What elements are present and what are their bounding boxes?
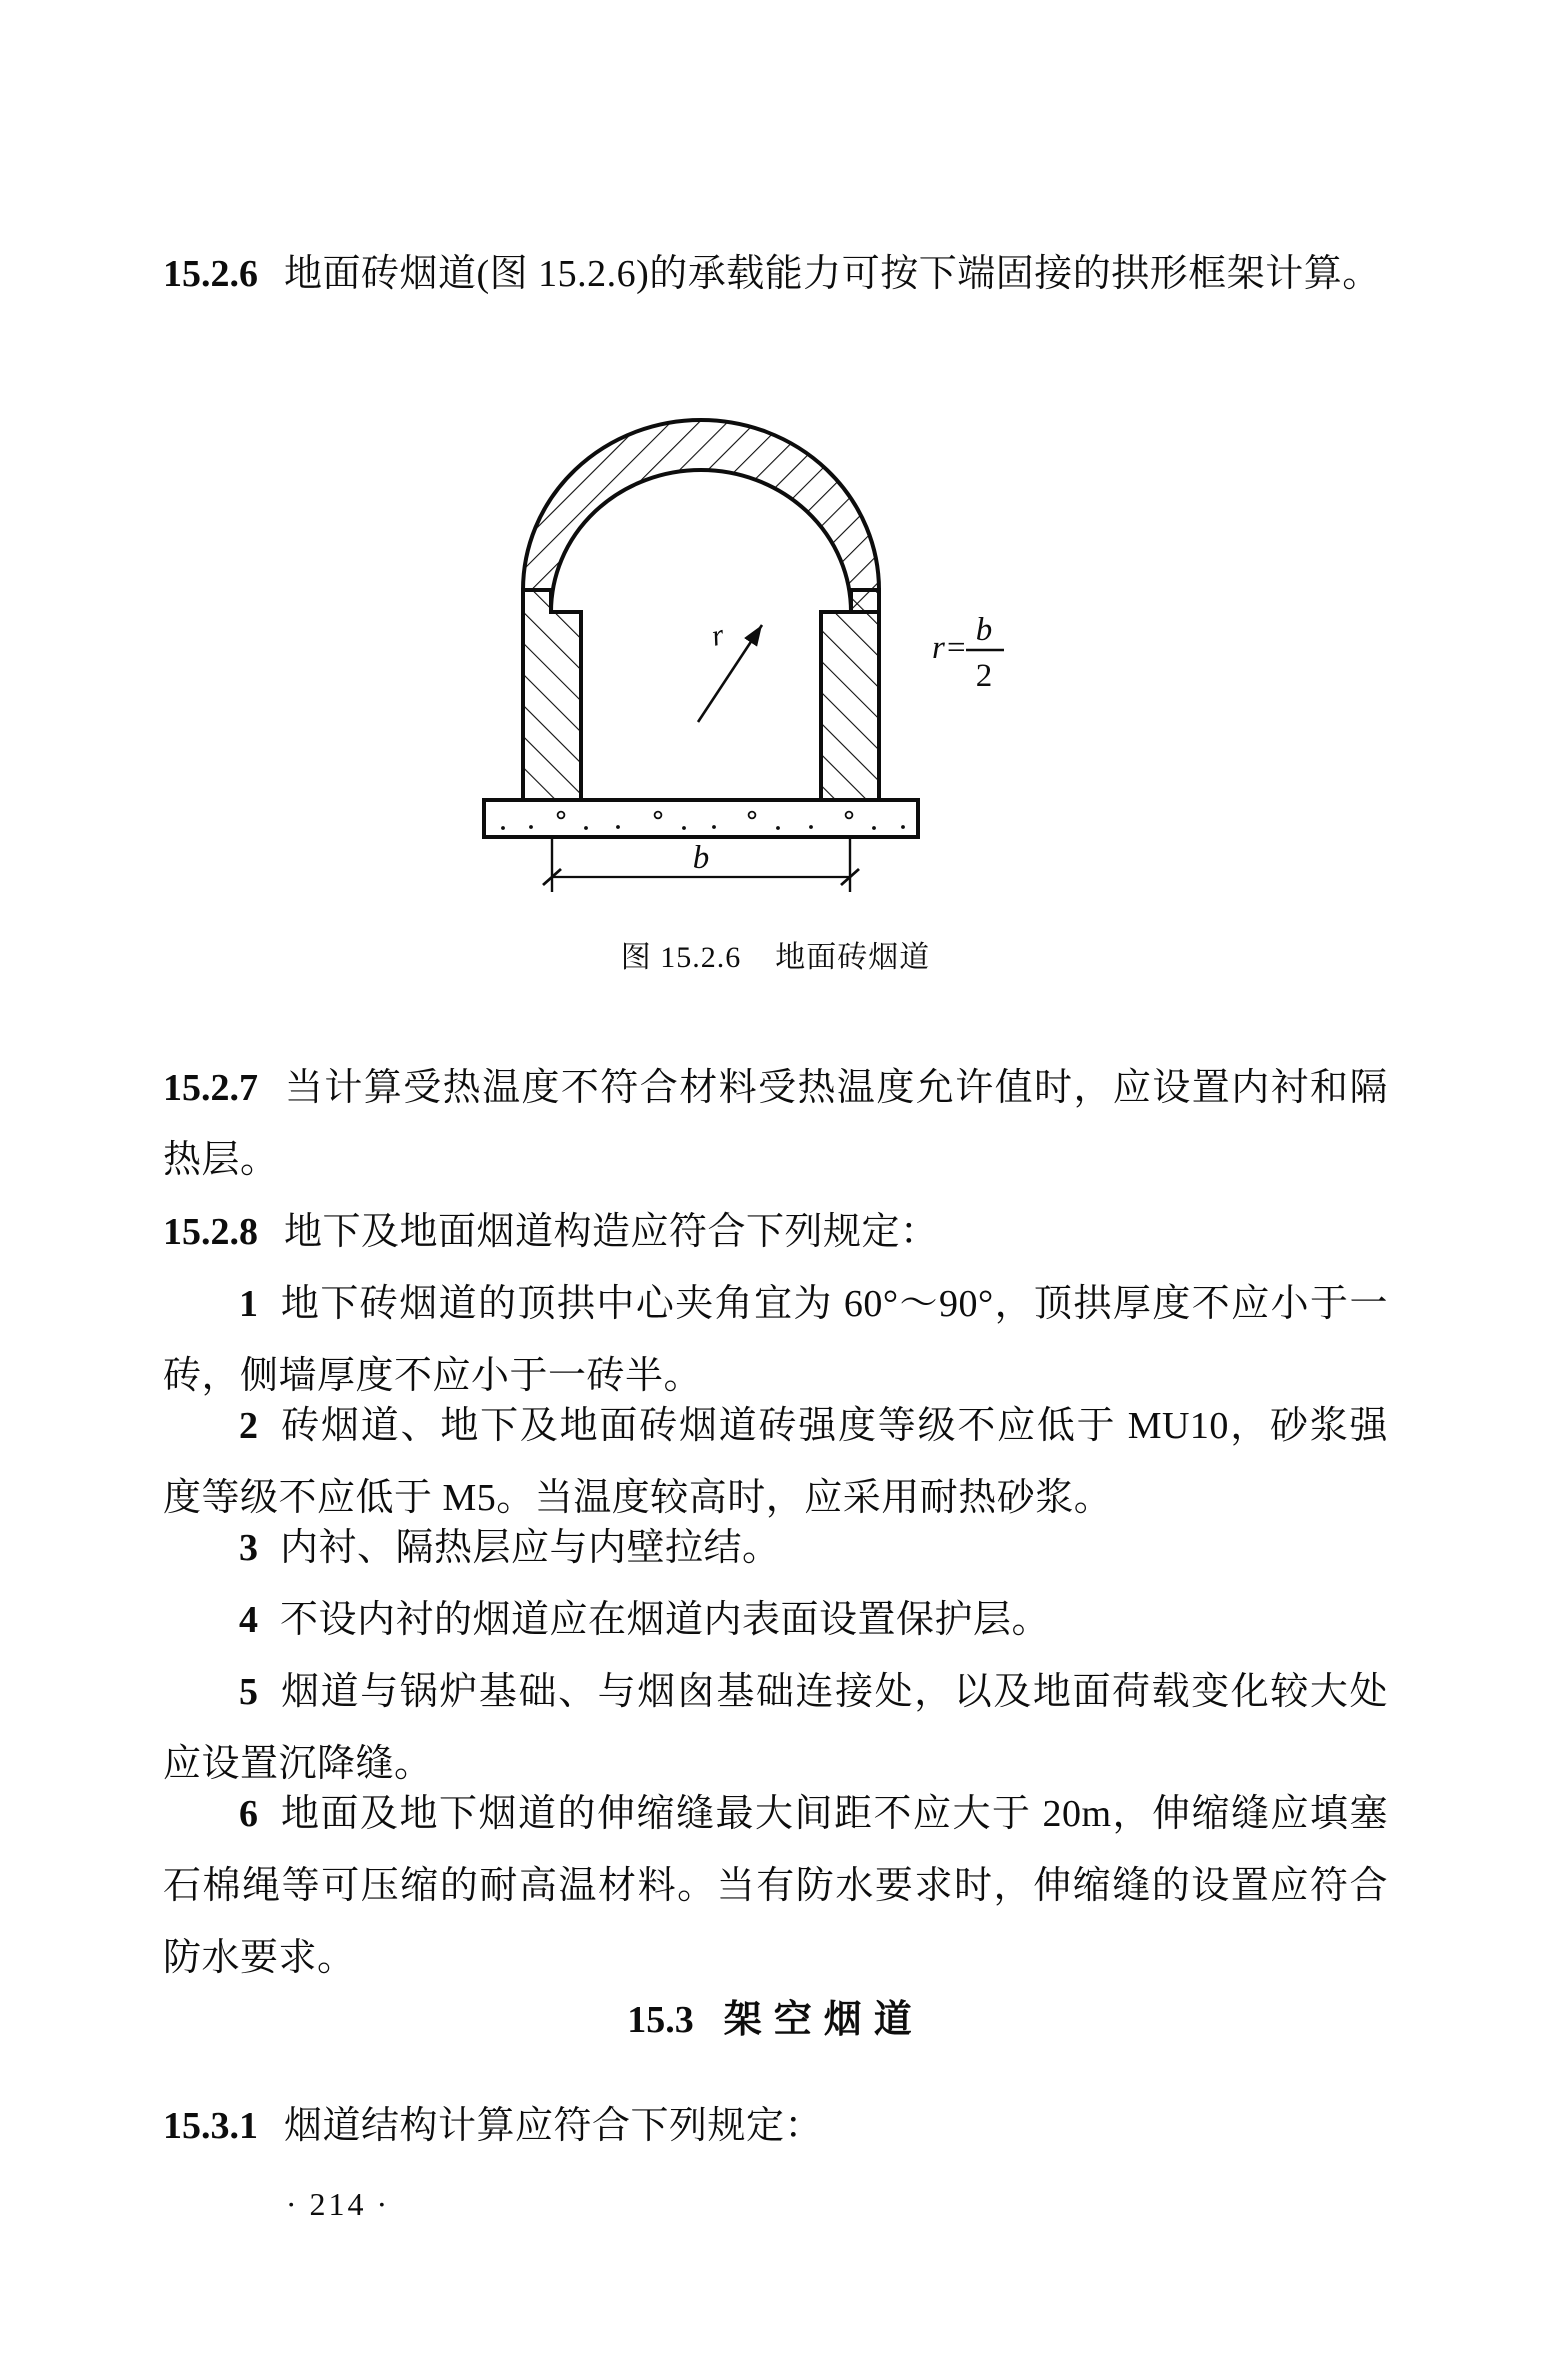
radius-leader-arrow — [698, 618, 762, 722]
ground-brick-flue-diagram — [466, 400, 1086, 900]
formula-numerator: b — [975, 612, 992, 648]
clause-paragraph — [163, 238, 1388, 310]
radius-formula — [932, 612, 1004, 694]
section-heading-15-3 — [163, 1988, 1388, 2043]
clause-15-2-6 — [163, 238, 1388, 310]
clause-paragraph — [163, 1196, 1388, 1268]
item-text: 砖烟道、地下及地面砖烟道砖强度等级不应低于 MU10，砂浆强度等级不应低于 M5。当温度较高时，应采用耐热砂浆。 — [163, 1405, 1388, 1519]
clause-paragraph — [163, 2090, 1388, 2162]
list-item — [163, 1584, 1388, 1656]
clause-15-2-7 — [163, 1052, 1388, 1196]
clause-number: 15.2.6 — [163, 253, 258, 295]
clause-text: 地面砖烟道(图 15.2.6)的承载能力可按下端固接的拱形框架计算。 — [284, 253, 1381, 295]
item-number: 1 — [239, 1283, 258, 1325]
item-text: 不设内衬的烟道应在烟道内表面设置保护层。 — [280, 1599, 1051, 1641]
clause-15-3-1 — [163, 2090, 1388, 2162]
item-text: 内衬、隔热层应与内壁拉结。 — [280, 1527, 781, 1569]
item-paragraph — [163, 1778, 1388, 1994]
page-footer — [163, 2186, 513, 2223]
dimension-label-b: b — [692, 840, 709, 876]
base-slab — [484, 800, 918, 837]
figure-caption-title: 地面砖烟道 — [775, 941, 931, 974]
item-paragraph — [163, 1584, 1388, 1656]
list-item — [163, 1778, 1388, 1994]
section-title: 架空烟道 — [723, 1999, 924, 2041]
figure-caption-number: 图 15.2.6 — [620, 941, 742, 974]
item-text: 烟道与锅炉基础、与烟囪基础连接处，以及地面荷载变化较大处应设置沉降缝。 — [163, 1671, 1388, 1785]
radius-label: r — [708, 618, 727, 653]
page-number: 214 — [309, 2186, 367, 2222]
clause-text: 地下及地面烟道构造应符合下列规定： — [284, 1211, 939, 1253]
figure-15-2-6 — [163, 400, 1388, 920]
item-number: 4 — [239, 1599, 258, 1641]
item-text: 地下砖烟道的顶拱中心夹角宜为 60°～90°，顶拱厚度不应小于一砖，侧墙厚度不应小于一砖半。 — [163, 1283, 1388, 1397]
clause-number: 15.3.1 — [163, 2105, 258, 2147]
item-number: 6 — [239, 1793, 258, 1835]
formula-denominator: 2 — [975, 658, 992, 694]
figure-caption — [163, 932, 1388, 976]
clause-text: 烟道结构计算应符合下列规定： — [284, 2105, 824, 2147]
clause-number: 15.2.8 — [163, 1211, 258, 1253]
section-number: 15.3 — [627, 1999, 694, 2041]
item-number: 2 — [239, 1405, 258, 1447]
footer-dot-right: · — [376, 2186, 391, 2222]
clause-paragraph — [163, 1052, 1388, 1196]
list-item — [163, 1512, 1388, 1584]
formula-lhs: r= — [931, 630, 967, 666]
clause-15-2-8 — [163, 1196, 1388, 1268]
right-wall — [821, 590, 879, 800]
footer-dot-left: · — [285, 2186, 300, 2222]
page-content — [163, 0, 1388, 2371]
item-text: 地面及地下烟道的伸缩缝最大间距不应大于 20m，伸缩缝应填塞石棉绳等可压缩的耐高温材料。当有防水要求时，伸缩缝的设置应符合防水要求。 — [163, 1793, 1388, 1979]
arch-crown — [523, 420, 879, 612]
item-number: 5 — [239, 1671, 258, 1713]
item-paragraph — [163, 1512, 1388, 1584]
left-wall — [523, 590, 581, 800]
item-number: 3 — [239, 1527, 258, 1569]
width-dimension-b — [543, 837, 859, 892]
clause-number: 15.2.7 — [163, 1067, 258, 1109]
clause-text: 当计算受热温度不符合材料受热温度允许值时，应设置内衬和隔热层。 — [163, 1067, 1388, 1181]
